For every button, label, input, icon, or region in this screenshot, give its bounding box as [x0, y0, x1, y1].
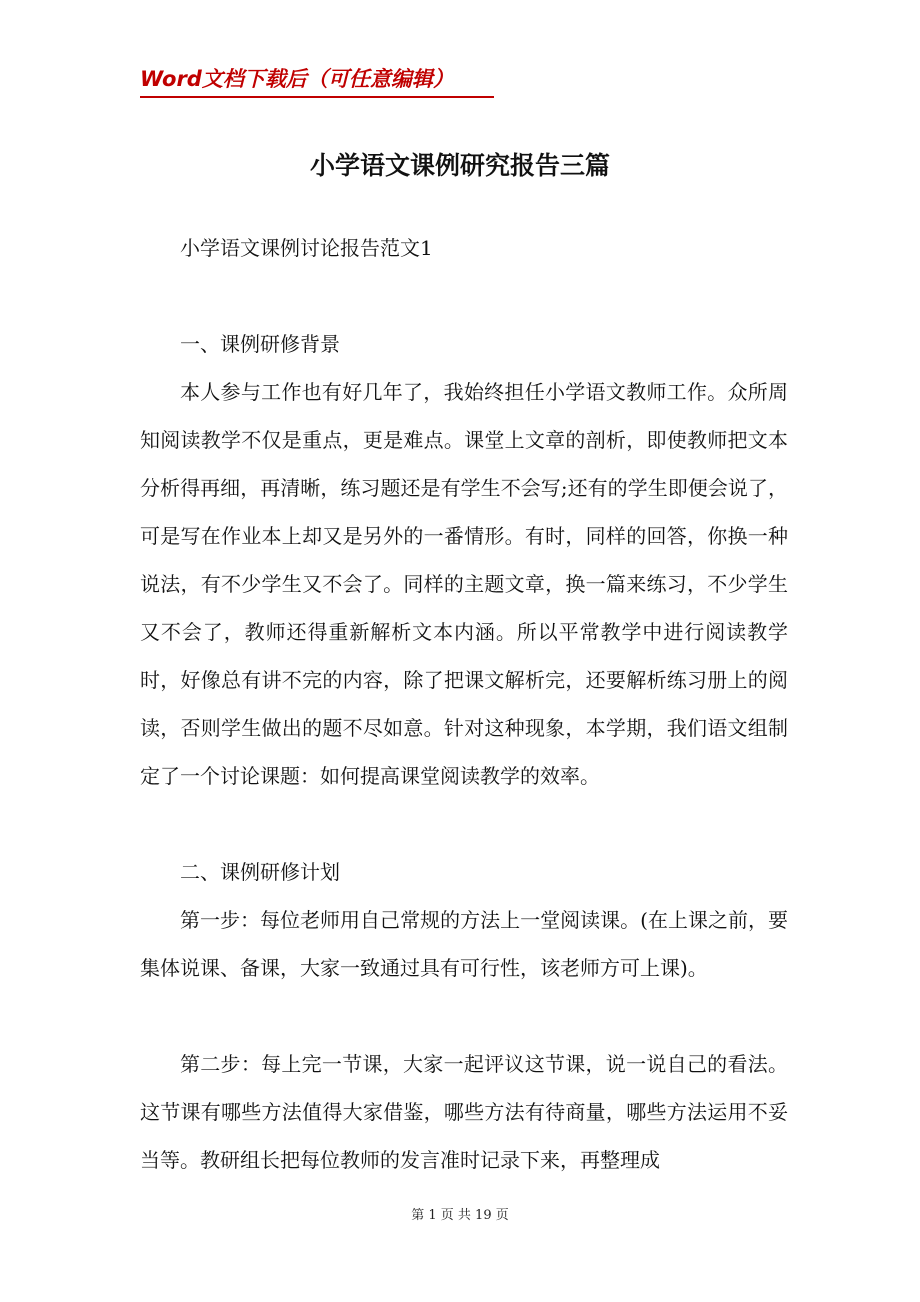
section-heading-plan: 二、课例研修计划 — [180, 860, 340, 884]
background-paragraph: 本人参与工作也有好几年了，我始终担任小学语文教师工作。众所周知阅读教学不仅是重点，更是难点。课堂上文章的剖析，即使教师把文本分析得再细，再清晰，练习题还是有学生不会写;还有的学生即便会说了，可是写在作业本上却又是另外的一番情形。有时，同样的回答，你换一种说法，有不少学生又不会了。同样的主题文章，换一篇来练习，不少学生又不会了，教师还得重新解析文本内涵。所以平常教学中进行阅读教学时，好像总有讲不完的内容，除了把课文解析完，还要解析练习册上的阅读，否则学生做出的题不尽如意。针对这种现象，本学期，我们语文组制定了一个讨论课题：如何提高课堂阅读教学的效率。 — [140, 380, 788, 788]
document-title: 小学语文课例研究报告三篇 — [309, 151, 610, 180]
page-number: 第 1 页 共 19 页 — [411, 1208, 509, 1223]
plan-step-one: 第一步：每位老师用自己常规的方法上一堂阅读课。(在上课之前，要集体说课、备课，大家一致通过具有可行性，该老师方可上课)。 — [140, 908, 788, 980]
download-banner-text: Word文档下载后（可任意编辑） — [140, 67, 454, 91]
plan-step-two: 第二步：每上完一节课，大家一起评议这节课，说一说自己的看法。这节课有哪些方法值得大家借鉴，哪些方法有待商量，哪些方法运用不妥当等。教研组长把每位教师的发言准时记录下来，再整理成 — [140, 1052, 788, 1172]
download-banner — [140, 62, 494, 98]
section-heading-background: 一、课例研修背景 — [180, 332, 340, 356]
document-subtitle: 小学语文课例讨论报告范文1 — [180, 236, 433, 260]
